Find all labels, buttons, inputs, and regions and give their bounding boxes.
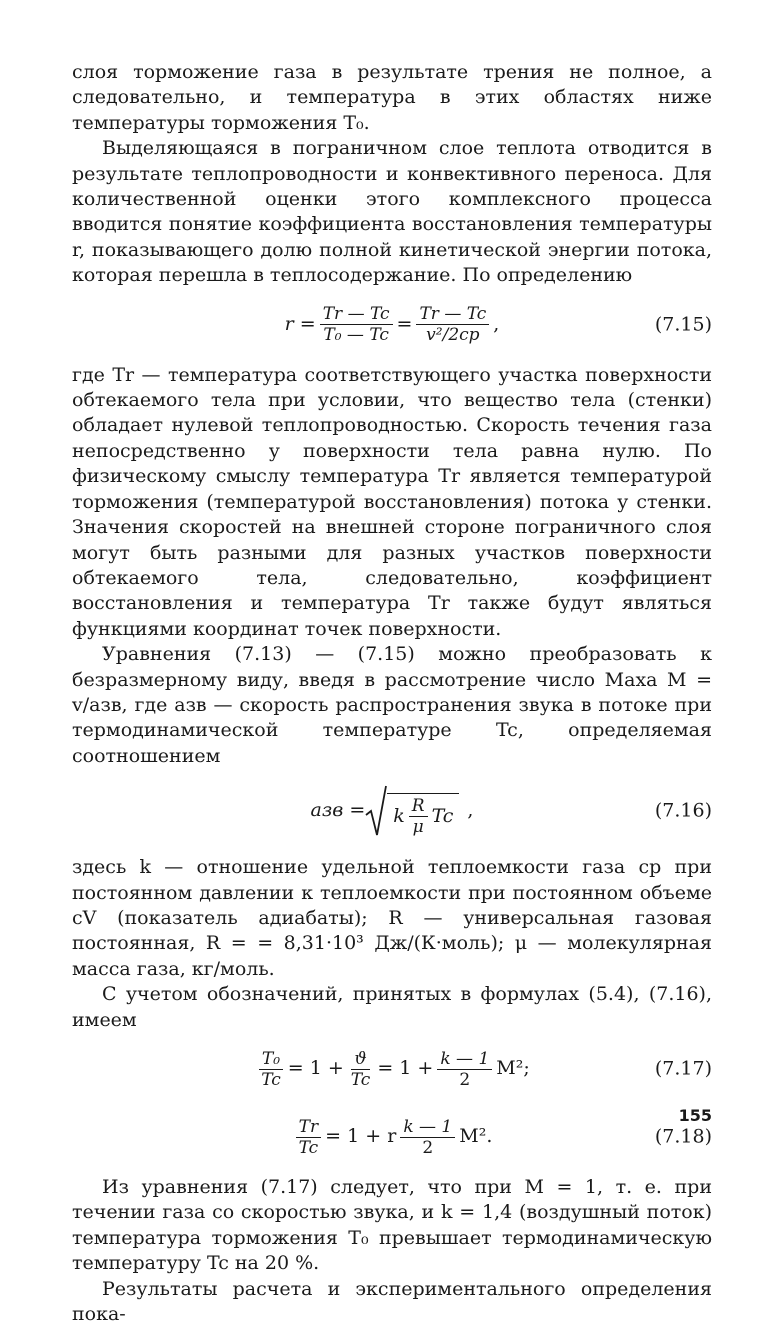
paragraph-2: Выделяющаяся в пограничном слое теплота отводится в результате теплопроводности и конвективного переноса. Для количественной оценки этого комплексного процесса вводится понятие коэффициента восстановления температуры r, показывающего долю полной кинетической энергии потока, которая перешла в теплосодержание. По определению (72, 137, 712, 287)
eq717-mid-2: = 1 + (377, 1057, 434, 1080)
eq717-tail: M²; (496, 1057, 530, 1080)
eq718-mid: = 1 + r (325, 1125, 397, 1148)
eq715-tail: , (493, 312, 500, 335)
eq718-tail: M². (459, 1125, 493, 1148)
eq716-tail: , (467, 799, 474, 822)
eq718-f1-denominator: Tc (298, 1137, 319, 1158)
eq717-fraction-1 (258, 1049, 284, 1090)
eq716-fraction (409, 796, 428, 837)
eq717-mid-1: = 1 + (287, 1057, 344, 1080)
eq715-f2-denominator: v²/2cp (426, 325, 480, 346)
equation-7-16 (72, 775, 712, 847)
eq717-number: (7.17) (654, 1057, 712, 1080)
page-body (72, 60, 712, 1327)
equation-7-17 (72, 1039, 712, 1099)
eq718-f2-denominator: 2 (422, 1137, 434, 1158)
eq717-f3-denominator: 2 (459, 1069, 471, 1090)
eq716-numerator: R (409, 796, 428, 817)
eq718-number: (7.18) (654, 1125, 712, 1148)
eq718-f2-numerator: k — 1 (400, 1117, 455, 1138)
eq715-equals: = (396, 312, 413, 335)
eq715-lhs: r = (284, 312, 316, 335)
eq715-f1-denominator: T₀ — Tc (323, 325, 389, 346)
eq716-lhs: aзв = (310, 799, 366, 822)
eq718-fraction-2 (400, 1117, 455, 1158)
eq717-fraction-3 (437, 1049, 492, 1090)
paragraph-3: где Tr — температура соответствующего участка поверхности обтекаемого тела при условии, что вещество тела (стенки) обладает нулевой теплопроводностью. Скорость течения газа непосредственно у поверхности тела равна нулю. По физическому смыслу температура Tr является температурой торможения (температурой восстановления) потока у стенки. Значения скоростей на внешней стороне пограничного слоя могут быть разными для разных участков поверхности обтекаемого тела, следовательно, коэффициент восстановления и температура Tr также будут являться функциями координат точек поверхности. (72, 363, 712, 640)
paragraph-7: Из уравнения (7.17) следует, что при M = 1, т. е. при течении газа со скоростью звука, и k = 1,4 (воздушный поток) температура торможения T₀ превышает термодинамическую температуру Tc на 20 %. (72, 1176, 712, 1275)
eq717-f1-numerator: T₀ (259, 1049, 283, 1070)
equation-7-15 (72, 295, 712, 355)
eq717-f2-denominator: Tc (350, 1069, 371, 1090)
eq717-f3-numerator: k — 1 (437, 1049, 492, 1070)
radical-icon (365, 785, 387, 837)
eq715-fraction-1 (320, 304, 393, 345)
paragraph-5: здесь k — отношение удельной теплоемкости газа cp при постоянном давлении к теплоемкости при постоянном объеме cV (показатель адиабаты); R — универсальная газовая постоянная, R = = 8,31·10³ Дж/(К·моль); μ — молекулярная масса газа, кг/моль. (72, 856, 712, 980)
eq717-f1-denominator: Tc (261, 1069, 281, 1090)
eq715-f1-numerator: Tr — Tc (320, 304, 393, 325)
sqrt-sign (365, 785, 459, 837)
eq718-f1-numerator: Tr (296, 1117, 321, 1138)
equation-7-18 (72, 1107, 712, 1167)
paragraph-6: С учетом обозначений, принятых в формулах (5.4), (7.16), имеем (72, 983, 712, 1031)
eq716-tc: Tc (431, 804, 454, 827)
eq715-number: (7.15) (654, 312, 712, 335)
eq715-fraction-2 (416, 304, 489, 345)
eq716-denominator: μ (412, 817, 424, 838)
eq717-fraction-2 (348, 1049, 374, 1090)
eq716-k: k (393, 804, 405, 827)
eq716-number: (7.16) (654, 799, 712, 822)
paragraph-4: Уравнения (7.13) — (7.15) можно преобразовать к безразмерному виду, введя в рассмотрение число Маха M = v/aзв, где aзв — скорость распространения звука в потоке при термодинамической температуре Tc, определяемая соотношением (72, 643, 712, 767)
eq717-f2-numerator: ϑ (351, 1049, 369, 1070)
page-number: 155 (678, 1106, 712, 1125)
eq715-f2-numerator: Tr — Tc (416, 304, 489, 325)
eq718-fraction-1 (296, 1117, 322, 1158)
paragraph-8: Результаты расчета и экспериментального определения пока- (72, 1277, 712, 1326)
radicand (387, 793, 459, 837)
paragraph-1: слоя торможение газа в результате трения не полное, а следовательно, и температура в этих областях ниже температуры торможения T₀. (72, 61, 712, 134)
